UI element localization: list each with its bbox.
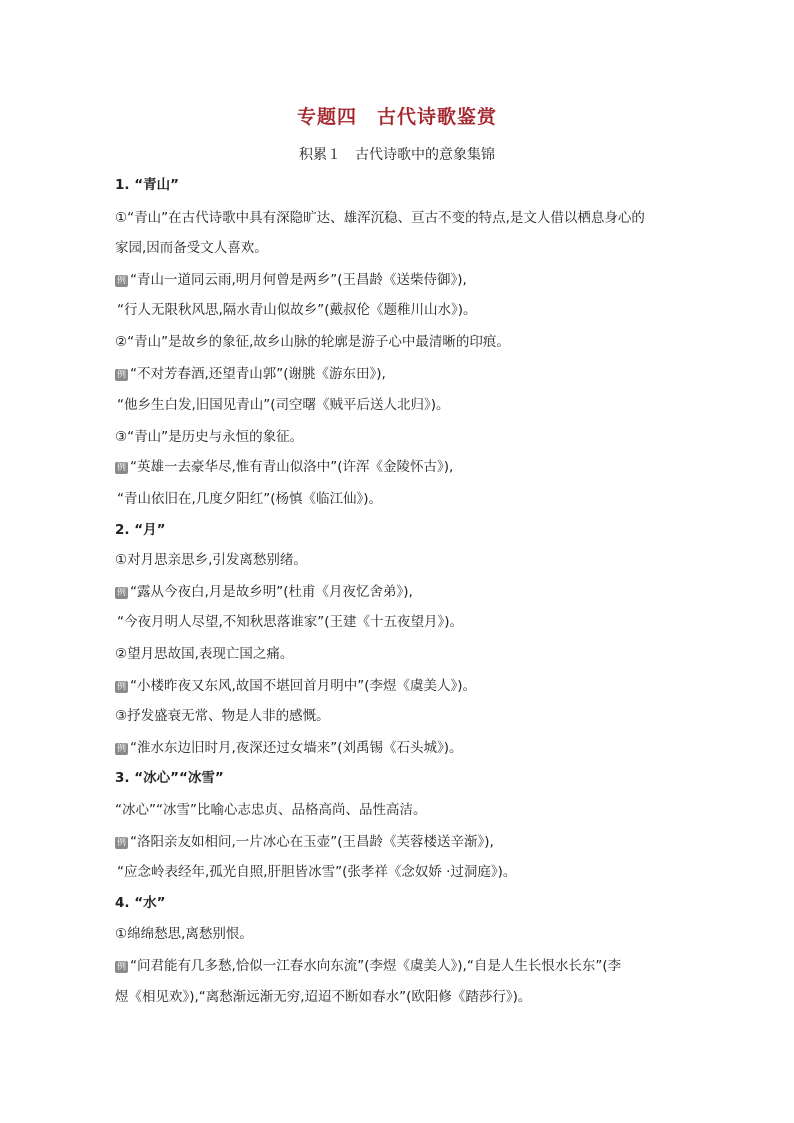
- line-text: “应念岭表经年,孤光自照,肝胆皆冰雪”(张孝祥《念奴娇 ·过洞庭》)。: [117, 864, 517, 880]
- text-line: [117, 300, 687, 320]
- example-tag-icon: 例: [116, 276, 126, 286]
- line-text: “青山一道同云雨,明月何曾是两乡”(王昌龄《送柴侍御》),: [130, 272, 467, 288]
- line-text: “今夜月明人尽望,不知秋思落谁家”(王建《十五夜望月》)。: [117, 614, 464, 630]
- text-line: [115, 332, 685, 352]
- text-line: [115, 550, 685, 570]
- text-line: [115, 706, 685, 726]
- example-tag-icon: 例: [116, 370, 126, 380]
- text-line: [115, 987, 685, 1007]
- line-text: “露从今夜白,月是故乡明”(杜甫《月夜忆舍弟》),: [130, 584, 413, 600]
- example-line: [115, 582, 685, 602]
- text-line: [115, 208, 685, 228]
- line-text: “行人无限秋风思,隔水青山似故乡”(戴叔伦《题稚川山水》)。: [117, 302, 477, 318]
- text-line: [115, 800, 685, 820]
- line-text: “洛阳亲友如相问,一片冰心在玉壶”(王昌龄《芙蓉楼送辛渐》),: [130, 834, 494, 850]
- line-text: ②望月思故国,表现亡国之痛。: [115, 646, 294, 662]
- example-tag-icon: 例: [116, 682, 126, 692]
- text-line: [115, 924, 685, 944]
- example-line: [115, 956, 685, 976]
- example-tag-icon: 例: [116, 744, 126, 754]
- line-text: 3. “冰心”“冰雪”: [115, 770, 224, 786]
- text-line: [117, 395, 687, 415]
- example-line: [115, 738, 685, 758]
- text-line: [117, 489, 687, 509]
- example-tag-icon: 例: [116, 463, 126, 473]
- line-text: “问君能有几多愁,恰似一江春水向东流”(李煜《虞美人》),“自是人生长恨水长东”(李: [130, 958, 622, 974]
- section-heading: [115, 768, 685, 788]
- example-line: [115, 832, 685, 852]
- line-text: “他乡生白发,旧国见青山”(司空曙《贼平后送人北归》)。: [117, 397, 450, 413]
- example-line: [115, 457, 685, 477]
- example-tag-icon: 例: [116, 588, 126, 598]
- line-text: “小楼昨夜又东风,故国不堪回首月明中”(李煜《虞美人》)。: [130, 678, 477, 694]
- line-text: 1. “青山”: [115, 177, 179, 193]
- line-text: ②“青山”是故乡的象征,故乡山脉的轮廓是游子心中最清晰的印痕。: [115, 334, 510, 350]
- page-subtitle: 积累１ 古代诗歌中的意象集锦: [299, 147, 495, 163]
- example-line: [115, 364, 685, 384]
- line-text: ③“青山”是历史与永恒的象征。: [115, 429, 304, 445]
- line-text: ①对月思亲思乡,引发离愁别绪。: [115, 552, 307, 568]
- line-text: “淮水东边旧时月,夜深还过女墙来”(刘禹锡《石头城》)。: [130, 740, 463, 756]
- line-text: 4. “水”: [115, 895, 166, 911]
- section-heading: [115, 175, 685, 195]
- text-line: [115, 238, 685, 258]
- section-heading: [115, 520, 685, 540]
- example-line: [115, 676, 685, 696]
- example-line: [115, 270, 685, 290]
- text-line: [117, 612, 687, 632]
- line-text: ①绵绵愁思,离愁别恨。: [115, 926, 253, 942]
- page-title: 专题四 古代诗歌鉴赏: [296, 106, 497, 128]
- text-line: [115, 644, 685, 664]
- line-text: 煜《相见欢》),“离愁渐远渐无穷,迢迢不断如春水”(欧阳修《踏莎行》)。: [115, 989, 532, 1005]
- line-text: “英雄一去豪华尽,惟有青山似洛中”(许浑《金陵怀古》),: [130, 459, 454, 475]
- line-text: 2. “月”: [115, 522, 166, 538]
- example-tag-icon: 例: [116, 838, 126, 848]
- line-text: 家园,因而备受文人喜欢。: [115, 240, 268, 256]
- line-text: ①“青山”在古代诗歌中具有深隐旷达、雄浑沉稳、亘古不变的特点,是文人借以栖息身心的: [115, 210, 645, 226]
- line-text: “不对芳春酒,还望青山郭”(谢朓《游东田》),: [130, 366, 386, 382]
- text-line: [115, 427, 685, 447]
- example-tag-icon: 例: [116, 962, 126, 972]
- line-text: “冰心”“冰雪”比喻心志忠贞、品格高尚、品性高洁。: [115, 802, 427, 818]
- line-text: ③抒发盛衰无常、物是人非的感慨。: [115, 708, 330, 724]
- text-line: [117, 862, 687, 882]
- line-text: “青山依旧在,几度夕阳红”(杨慎《临江仙》)。: [117, 491, 383, 507]
- section-heading: [115, 893, 685, 913]
